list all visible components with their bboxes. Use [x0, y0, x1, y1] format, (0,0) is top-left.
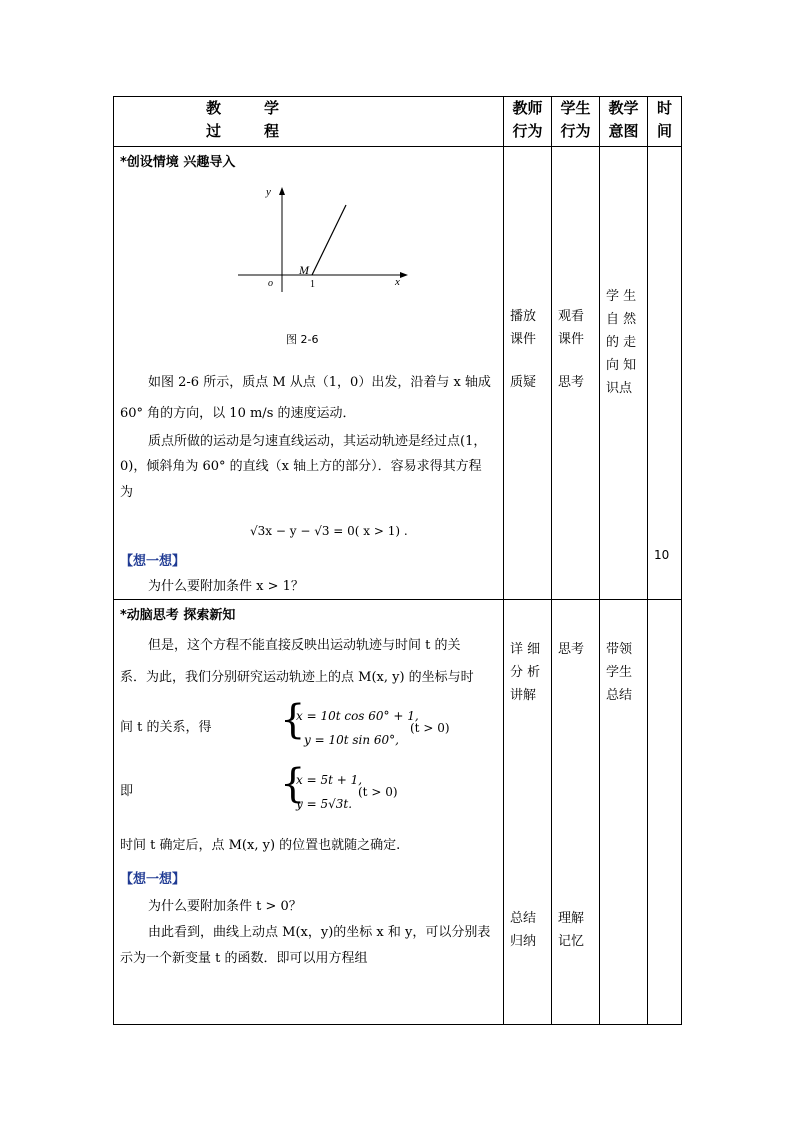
row2-content-cell — [114, 600, 504, 1025]
row1-para1-line1: 如图 2-6 所示，质点 M 从点（1，0）出发，沿着与 x 轴成 — [148, 375, 491, 390]
row2-after-text: 时间 t 确定后，点 M(x, y) 的位置也就随之确定. — [120, 838, 401, 853]
system2-brace: { — [280, 761, 306, 807]
row2-para3-line2: 示为一个新变量 t 的函数．即可以用方程组 — [120, 951, 368, 966]
header-time: 时 间 — [648, 97, 682, 147]
system2-condition: (t > 0) — [358, 785, 398, 799]
trajectory-line — [312, 205, 346, 275]
row2-student-behavior-a: 思考 — [558, 642, 585, 657]
row1-teacher-behavior: 播放 课件 质疑 — [510, 309, 537, 390]
think-label-2: 【想一想】 — [120, 872, 186, 887]
system2-line1: x = 5t + 1, — [296, 773, 363, 787]
row1-para2-line3: 为 — [120, 485, 134, 500]
row2-teacher-cell — [504, 600, 552, 1025]
row2-para1-line1: 但是，这个方程不能直接反映出运动轨迹与时间 t 的关 — [148, 638, 461, 653]
system1-line1: x = 10t cos 60° + 1, — [296, 709, 419, 723]
row2-student-behavior-b: 理解 记忆 — [558, 911, 585, 949]
lesson-plan-table — [113, 96, 682, 1025]
row2-student-cell — [552, 600, 600, 1025]
row1-content-cell — [114, 147, 504, 600]
section-title-exploration: *动脑思考 探索新知 — [120, 608, 236, 623]
header-teacher-behavior: 教师 行为 — [504, 97, 552, 147]
system1-condition: (t > 0) — [410, 721, 450, 735]
x-axis-arrow — [400, 272, 408, 278]
row2-teaching-intent: 带领 学生 总结 — [606, 642, 633, 703]
figure-caption: 图 2-6 — [286, 333, 319, 346]
row2-para1-line3: 间 t 的关系，得 — [120, 720, 212, 735]
row1-teaching-intent: 学 生 自 然 的 走 向 知 识点 — [606, 289, 637, 396]
row1-teacher-cell — [504, 147, 552, 600]
header-teaching-process: 教 学 过 程 — [114, 97, 504, 147]
think-question-2: 为什么要附加条件 t > 0？ — [148, 899, 302, 914]
row2-para3-line1: 由此看到，曲线上动点 M(x，y)的坐标 x 和 y，可以分别表 — [148, 925, 491, 940]
system1-line2: y = 10t sin 60°, — [304, 733, 399, 747]
row1-time-value: 10 — [654, 548, 670, 562]
row1-para2-line2: 0)，倾斜角为 60° 的直线（x 轴上方的部分）．容易求得其方程 — [120, 459, 482, 474]
system2-line2: y = 5√3t. — [296, 797, 353, 811]
header-student-behavior: 学生 行为 — [552, 97, 600, 147]
y-axis-arrow — [279, 187, 285, 195]
figure-point-label: M — [299, 263, 309, 277]
figure-origin-label: o — [268, 278, 273, 289]
motion-figure — [232, 187, 412, 297]
think-label-1: 【想一想】 — [120, 554, 186, 569]
line-equation: √3x − y − √3 = 0( x > 1) . — [250, 524, 408, 538]
table-header-row — [114, 97, 682, 147]
section-title-situation: *创设情境 兴趣导入 — [120, 155, 236, 170]
row2-teacher-behavior-b: 总结 归纳 — [510, 911, 537, 949]
row1-para1-line2: 60° 角的方向，以 10 m/s 的速度运动． — [120, 406, 356, 421]
figure-y-label: y — [266, 187, 271, 198]
row-exploration — [114, 600, 682, 1025]
row2-intent-cell — [600, 600, 648, 1025]
row1-para2-line1: 质点所做的运动是匀速直线运动，其运动轨迹是经过点(1， — [148, 434, 487, 449]
system1-brace: { — [280, 697, 306, 743]
row2-ji: 即 — [120, 784, 134, 799]
row1-intent-cell — [600, 147, 648, 600]
row1-student-cell — [552, 147, 600, 600]
row-situation — [114, 147, 682, 600]
figure-x-label: x — [395, 276, 400, 288]
row2-para1-line2: 系．为此，我们分别研究运动轨迹上的点 M(x, y) 的坐标与时 — [120, 670, 474, 685]
think-question-1: 为什么要附加条件 x > 1？ — [148, 579, 304, 594]
figure-tick-label: 1 — [310, 279, 315, 290]
row1-student-behavior: 观看 课件 思考 — [558, 309, 585, 390]
row2-teacher-behavior-a: 详 细 分 析 讲解 — [510, 642, 541, 703]
header-teaching-intent: 教学 意图 — [600, 97, 648, 147]
